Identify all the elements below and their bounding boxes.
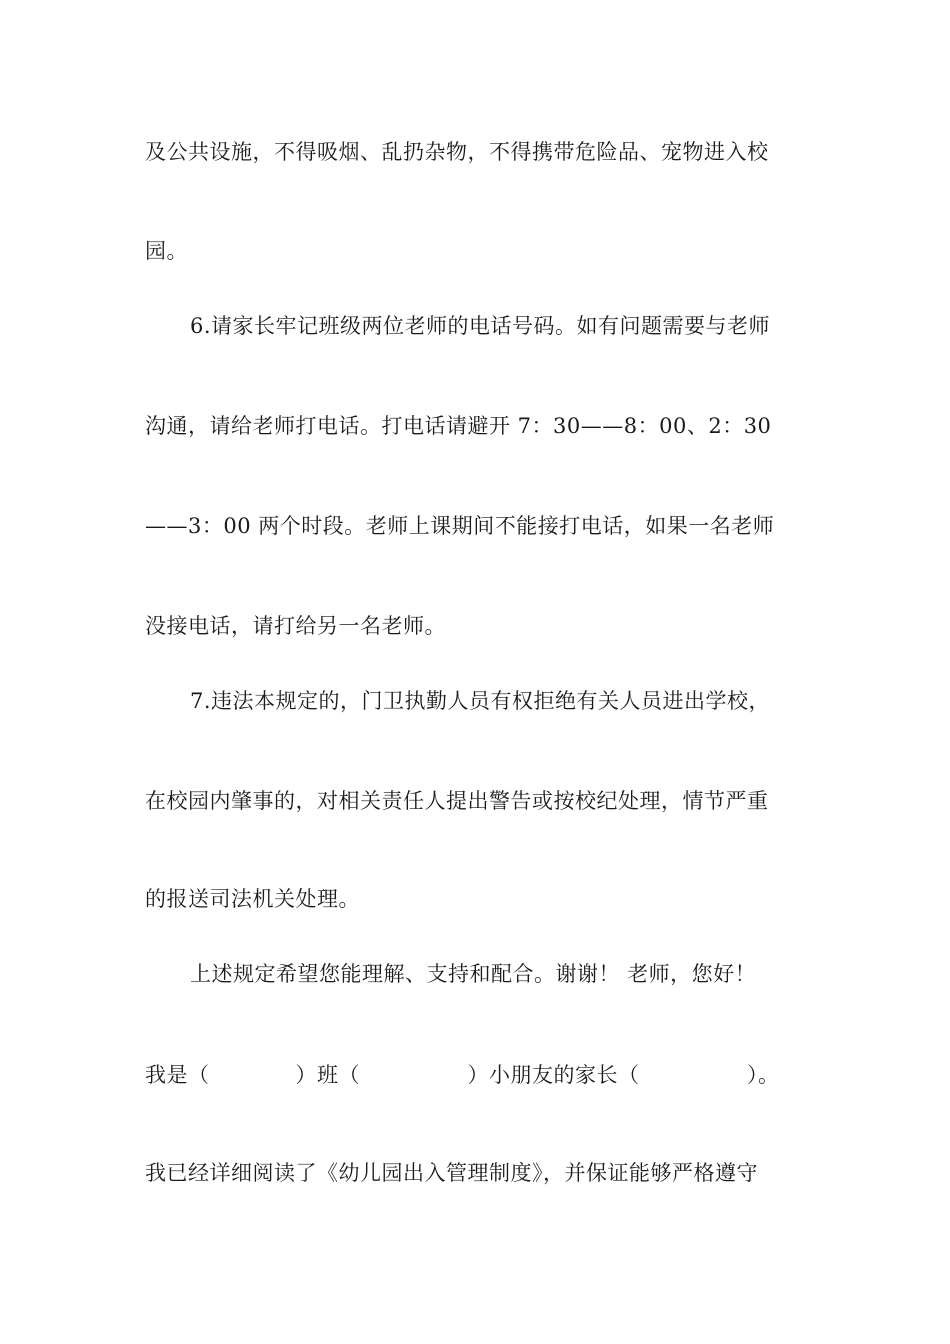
paragraph-line-rule-6: 6.请家长牢记班级两位老师的电话号码。如有问题需要与老师	[190, 314, 771, 338]
paragraph-line-rule-7: 7.违法本规定的，门卫执勤人员有权拒绝有关人员进出学校，	[190, 689, 771, 713]
paragraph-line: 及公共设施，不得吸烟、乱扔杂物，不得携带危险品、宠物进入校	[145, 140, 769, 164]
paragraph-line: 园。	[145, 239, 188, 263]
closing-line: 上述规定希望您能理解、支持和配合。谢谢！ 老师，您好！	[190, 962, 757, 986]
paragraph-line: ——3：00 两个时段。老师上课期间不能接打电话，如果一名老师	[145, 514, 775, 538]
pledge-line: 我已经详细阅读了《幼儿园出入管理制度》，并保证能够严格遵守	[145, 1161, 758, 1185]
paragraph-line: 没接电话，请打给另一名老师。	[145, 614, 446, 638]
paragraph-line: 的报送司法机关处理。	[145, 887, 360, 911]
paragraph-line: 沟通，请给老师打电话。打电话请避开 7：30——8：00、2：30	[145, 414, 772, 438]
pledge-line: 我是（ ）班（ ）小朋友的家长（ ）。	[145, 1063, 780, 1087]
paragraph-line: 在校园内肇事的，对相关责任人提出警告或按校纪处理，情节严重	[145, 789, 769, 813]
